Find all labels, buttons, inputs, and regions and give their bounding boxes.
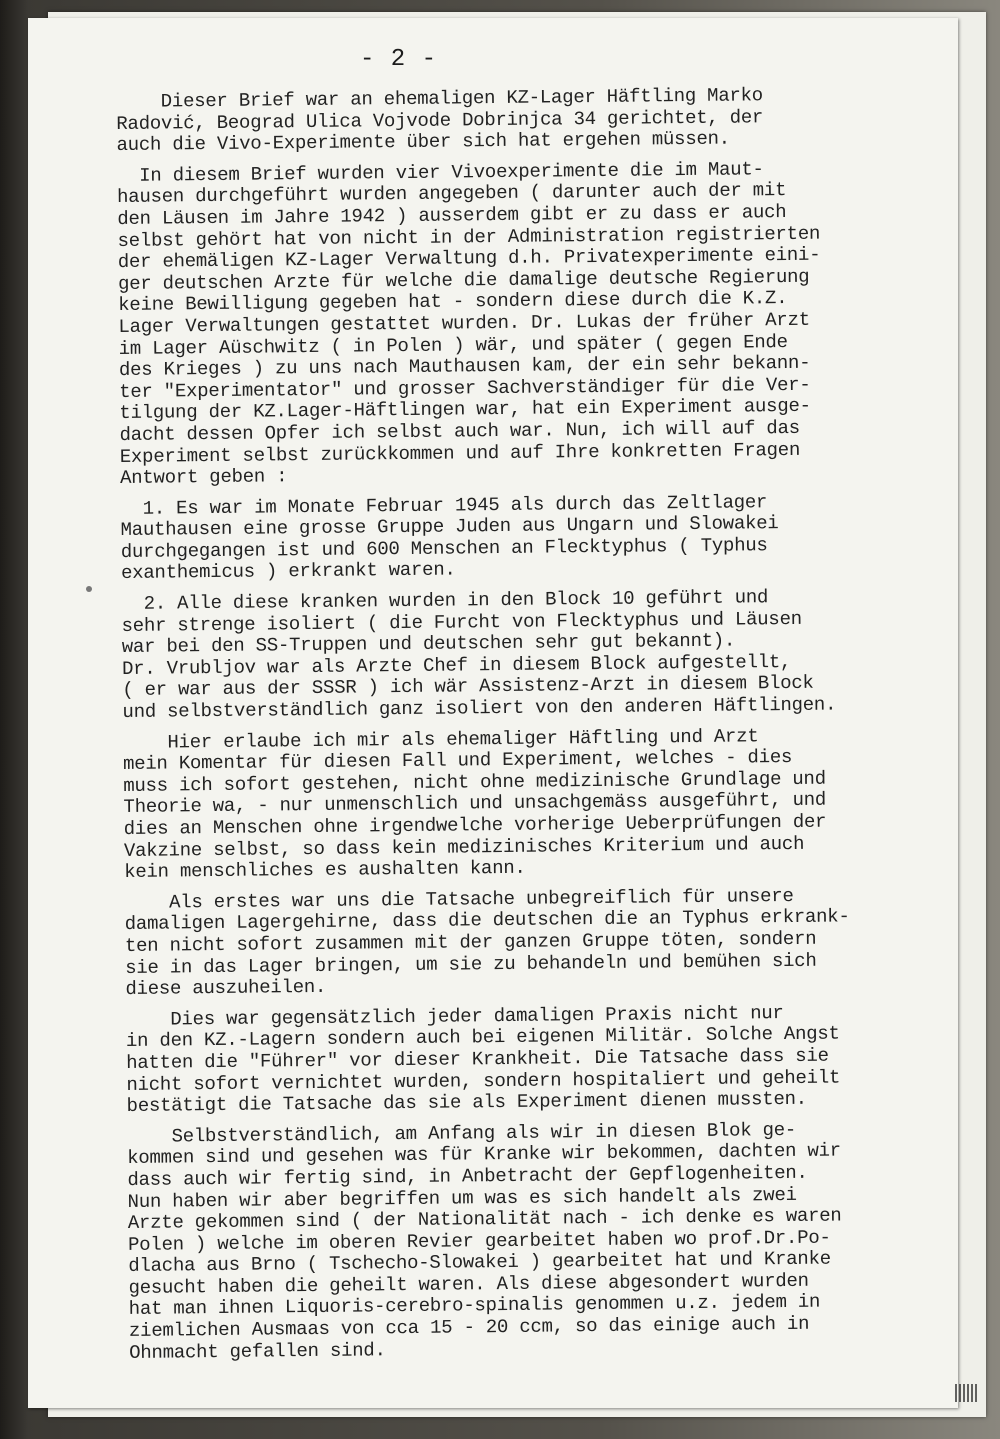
text-line: dies an Menschen ohne irgendwelche vorherige Ueberprüfungen der (123, 810, 827, 840)
text-line: sie in das Lager bringen, um sie zu behandeln und bemühen sich (125, 949, 817, 979)
paragraph (120, 490, 921, 585)
text-line: 1. Es war im Monate Februar 1945 als durch das Zeltlager (120, 490, 768, 520)
text-line: Antwort geben : (119, 465, 288, 490)
text-line: Vakzine selbst, so dass kein medizinisches Kriterium und auch (123, 832, 805, 862)
text-line: Nun haben wir aber begriffen um was es sich handelt als zwei (127, 1183, 797, 1213)
text-line: Mauthausen eine grosse Gruppe Juden aus Ungarn und Slowakei (120, 512, 779, 542)
text-line: bestätigt die Tatsache das sie als Experiment dienen mussten. (126, 1087, 807, 1118)
text-line: ter "Experimentator" und grosser Sachverständiger für die Ver- (119, 373, 811, 403)
text-line: hausen durchgeführt wurden angegeben ( darunter auch der mit (116, 179, 787, 209)
text-line: ten nicht sofort zusammen mit der ganzen Gruppe töten, sondern (124, 927, 817, 957)
text-line: diese auszuheilen. (125, 976, 327, 1001)
text-line: und selbstverständlich ganz isoliert von den anderen Häftlingen. (122, 693, 837, 723)
text-line: kein menschliches es aushalten kann. (124, 856, 526, 884)
text-line: muss ich sofort gestehen, nicht ohne medizinische Grundlage und (123, 767, 826, 797)
text-line: Dr. Vrubljov war als Arzte Chef in diesem Block aufgestellt, (121, 650, 792, 680)
text-line: ger deutschen Arzte für welche die damalige deutsche Regierung (117, 265, 810, 295)
text-line: dass auch wir fertig sind, in Anbetracht der Gepflogenheiten. (127, 1161, 808, 1191)
text-line: Als erstes war uns die Tatsache unbegreiflich für unsere (124, 884, 794, 914)
text-line: tilgung der KZ.Lager-Häftlingen war, hat ein Experiment ausge- (119, 395, 811, 425)
text-line: In diesem Brief wurden vier Vivoexperimente die im Maut- (116, 158, 764, 187)
paragraph (121, 586, 922, 724)
binding-edge (0, 0, 28, 1439)
text-line: dlacha aus Brno ( Tschecho-Slowakei ) gearbeitet hat und Kranke (128, 1247, 831, 1278)
text-line: exanthemicus ) erkrankt waren. (120, 558, 456, 585)
text-line: auch die Vivo-Experimente über sich hat ergehen müssen. (116, 127, 730, 157)
text-line: Polen ) welche im oberen Revier gearbeitet haben wo prof.Dr.Po- (127, 1226, 831, 1256)
text-line: hatten die "Führer" vor dieser Krankheit. Die Tatsache dass sie (126, 1044, 829, 1074)
text-line: ziemlichen Ausmaas von cca 15 - 20 ccm, so das einige auch in (128, 1312, 810, 1342)
text-line: Lager Verwaltungen gestattet wurden. Dr. Lukas der früher Arzt (118, 308, 810, 338)
text-line: durchgegangen ist und 600 Menschen an Flecktyphus ( Typhus (120, 534, 768, 563)
text-line: Radović, Beograd Ulica Vojvode Dobrinjca 34 gerichtet, der (116, 105, 764, 135)
text-line: nicht sofort vernichtet wurden, sondern hospitaliert und geheilt (126, 1066, 841, 1096)
text-line: gesucht haben die geheilt waren. Als diese abgesondert wurden (128, 1269, 809, 1299)
paragraph (117, 157, 920, 489)
text-line: ( er war aus der SSSR ) ich wär Assistenz-Arzt in diesem Block (122, 672, 814, 702)
page-number: - 2 - (360, 46, 438, 73)
paragraph (123, 724, 925, 884)
text-line: im Lager Aüschwitz ( in Polen ) wär, und später ( gegen Ende (118, 330, 788, 360)
text-line: der ehemäligen KZ-Lager Verwaltung d.h. Privatexperimente eini- (117, 243, 821, 274)
text-line: kommen sind und gesehen was für Kranke wir bekommen, dachten wir (127, 1139, 841, 1170)
text-line: keine Bewilligung gegeben hat - sondern diese durch die K.Z. (118, 287, 788, 317)
typewritten-letter-body (116, 84, 929, 1374)
text-line: sehr strenge isoliert ( die Furcht von Flecktyphus und Läusen (121, 607, 802, 637)
corner-stamp (955, 1384, 977, 1402)
punch-mark (86, 586, 92, 592)
text-line: in den KZ.-Lagern sondern auch bei eigenen Militär. Solche Angst (125, 1022, 840, 1053)
text-line: selbst gehört hat von nicht in der Administration registrierten (117, 222, 821, 252)
text-line: den Läusen im Jahre 1942 ) ausserdem gibt er zu dass er auch (117, 200, 787, 230)
text-line: Dies war gegensätzlich jeder damaligen Praxis nicht nur (125, 1001, 784, 1031)
text-line: war bei den SS-Truppen und deutschen sehr gut bekannt). (121, 629, 736, 659)
paragraph (116, 84, 917, 157)
text-line: damaligen Lagergehirne, dass die deutschen die an Typhus erkrank- (124, 905, 850, 936)
text-line: Experiment selbst zurückkommen und auf Ihre konkretten Fragen (119, 438, 801, 468)
text-line: Arzte gekommen sind ( der Nationalität nach - ich denke es waren (127, 1204, 842, 1235)
paragraph (127, 1118, 929, 1364)
paragraph (126, 1001, 927, 1117)
text-line: mein Komentar für diesen Fall und Experiment, welches - dies (122, 746, 793, 776)
text-line: Ohnmacht gefallen sind. (129, 1338, 386, 1364)
text-line: dacht dessen Opfer ich selbst auch war. Nun, ich will auf das (119, 416, 800, 446)
text-line: Selbstverständlich, am Anfang als wir in diesen Blok ge- (126, 1118, 797, 1148)
text-line: Hier erlaube ich mir als ehemaliger Häftling und Arzt (122, 724, 759, 754)
text-line: 2. Alle diese kranken wurden in den Block 10 geführt und (121, 586, 769, 616)
paragraph (124, 884, 925, 1000)
text-line: Dieser Brief war an ehemaligen KZ-Lager Häftling Marko (115, 84, 763, 113)
text-line: des Krieges ) zu uns nach Mauthausen kam, der ein sehr bekann- (118, 351, 811, 382)
text-line: hat man ihnen Liquoris-cerebro-spinalis genommen u.z. jedem in (128, 1291, 821, 1321)
text-line: Theorie wa, - nur unmenschlich und unsachgemäss ausgeführt, und (123, 789, 827, 819)
